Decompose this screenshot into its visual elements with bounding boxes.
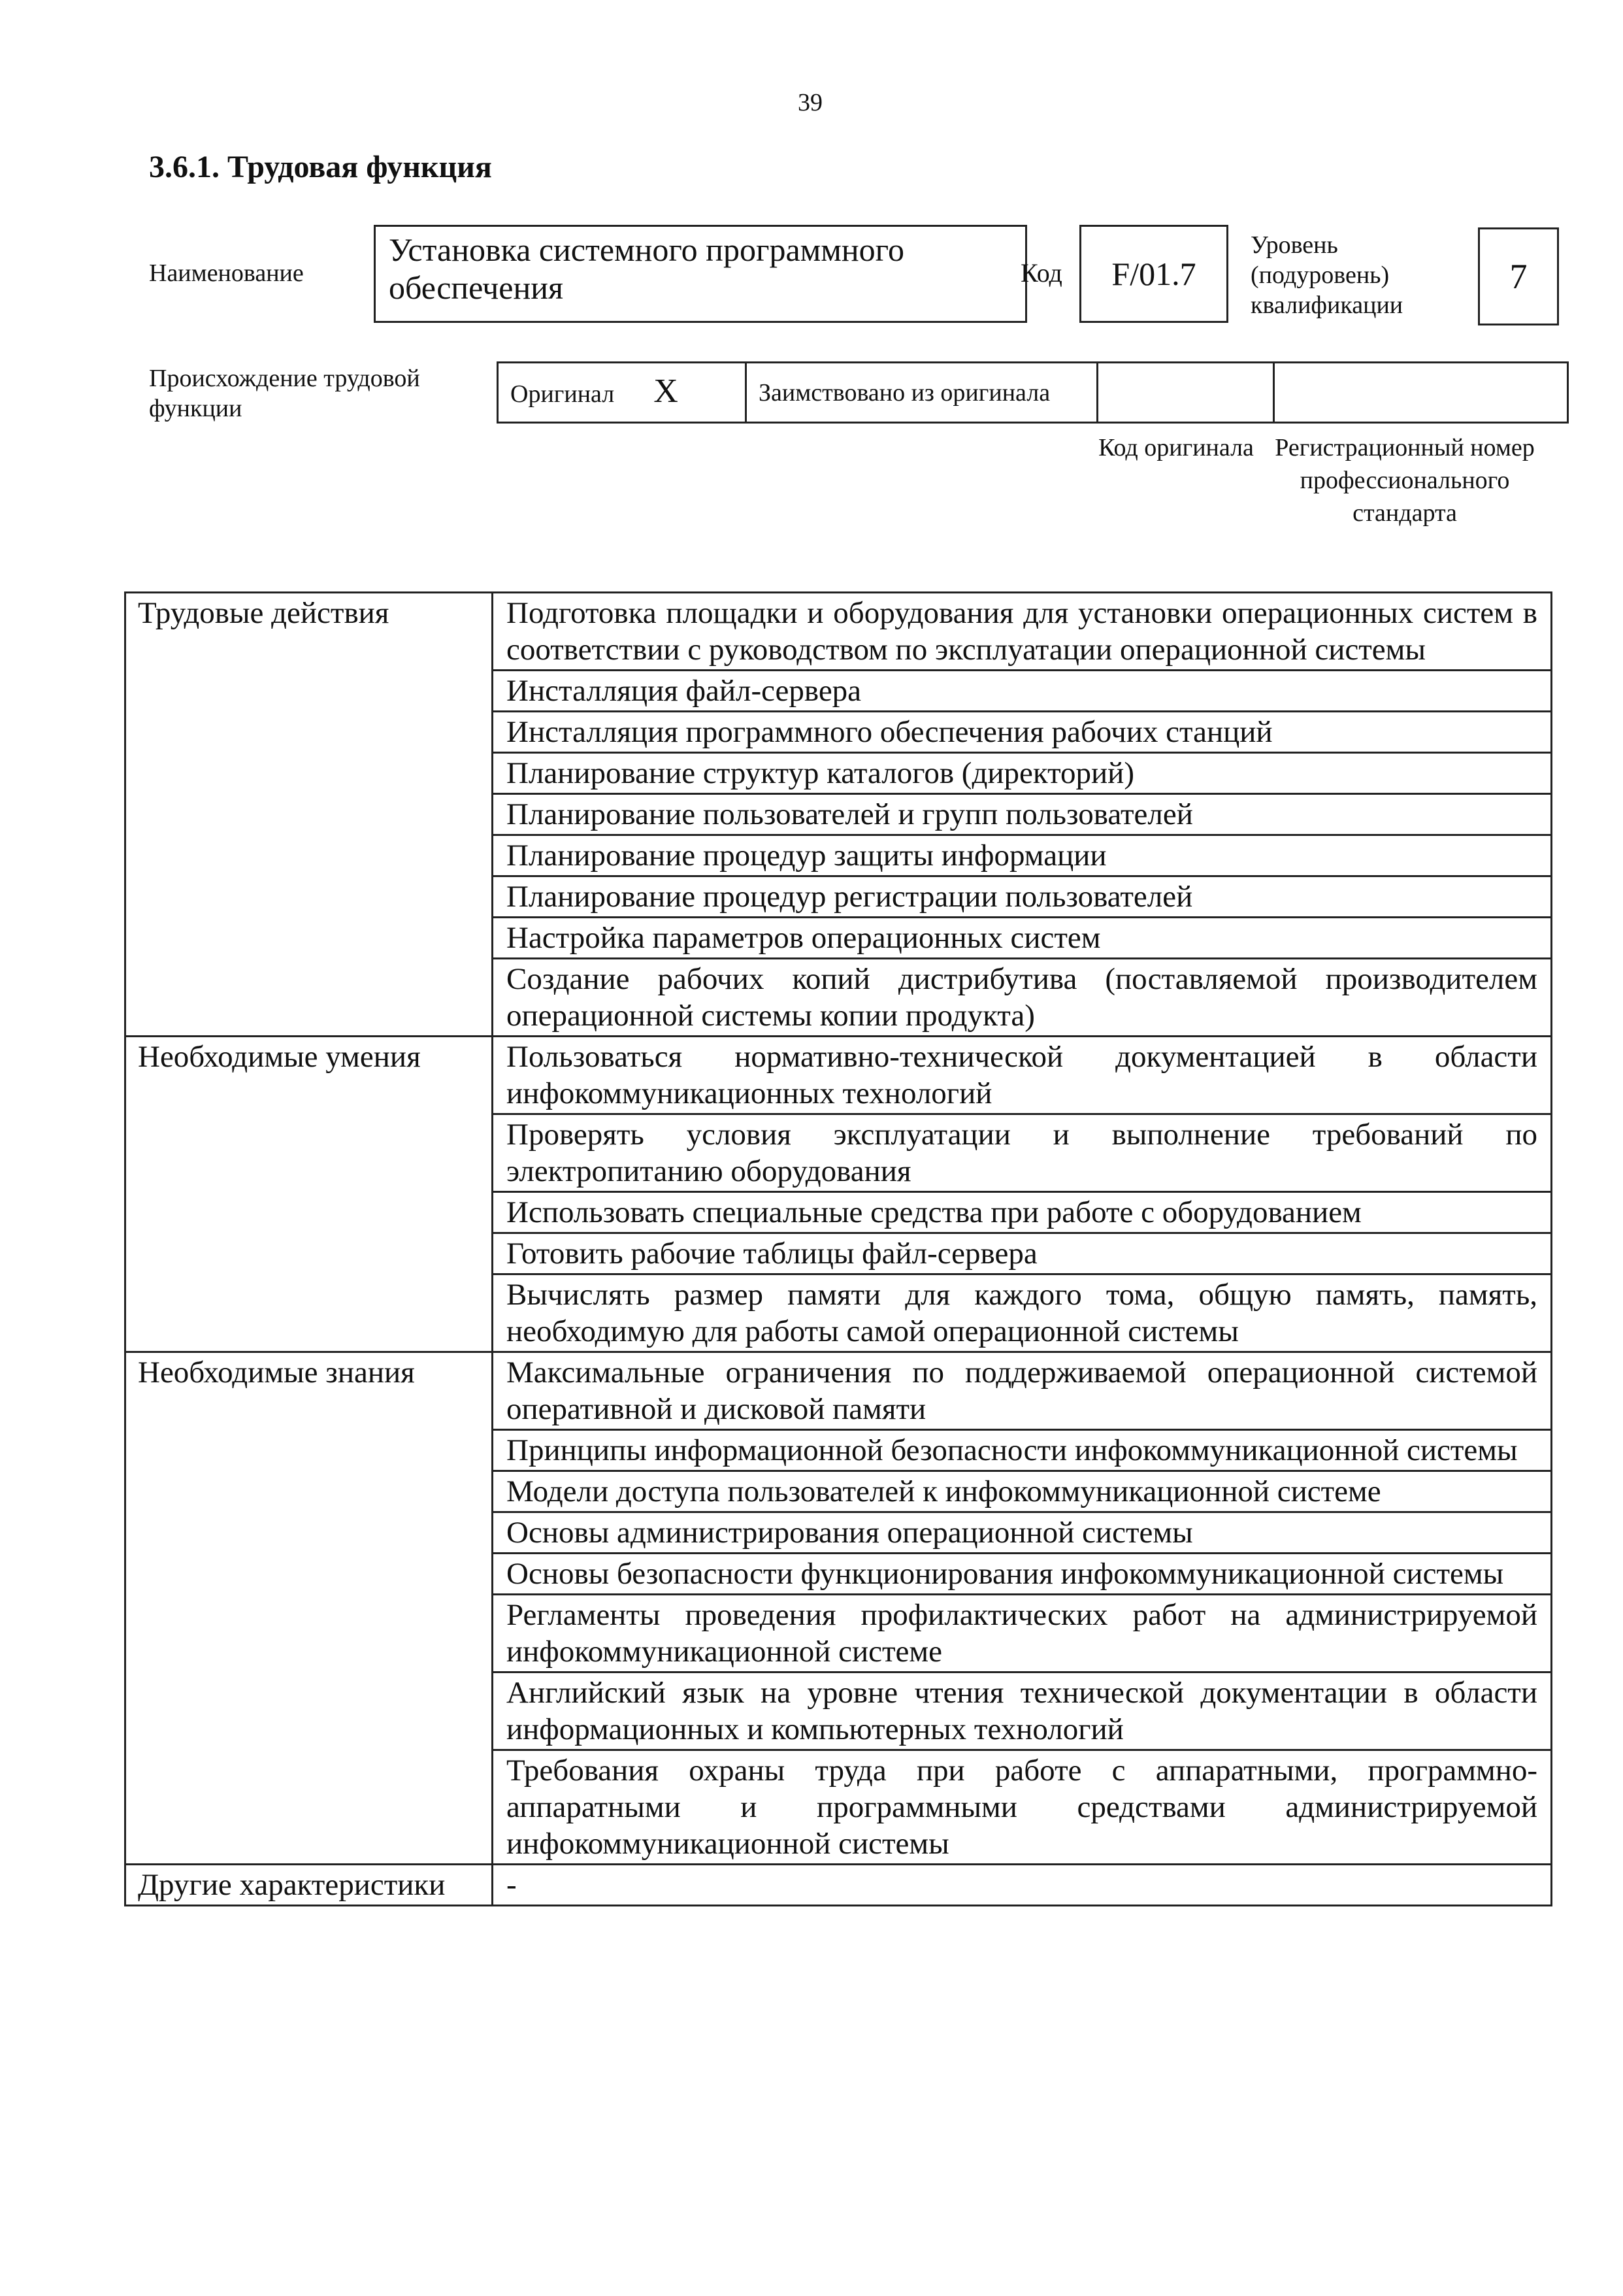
- origin-label: Происхождение трудовой функции: [149, 365, 420, 422]
- table-item: Планирование процедур защиты информации: [493, 835, 1552, 876]
- competency-table: [124, 591, 1552, 1906]
- table-item: Планирование процедур регистрации пользователей: [493, 876, 1552, 918]
- origin-original-cell: [498, 363, 746, 423]
- table-item: Подготовка площадки и оборудования для установки операционных систем в соответствии с руководством по эксплуатации операционной системы: [493, 593, 1552, 671]
- table-item: Инсталляция программного обеспечения рабочих станций: [493, 712, 1552, 753]
- level-value: 7: [1478, 227, 1559, 325]
- caption-original-code: Код оригинала: [1098, 434, 1254, 461]
- table-item: Регламенты проведения профилактических работ на администрируемой инфокоммуникационной системе: [493, 1595, 1552, 1672]
- table-row: [125, 593, 1552, 671]
- table-row: [125, 1865, 1552, 1906]
- origin-reg-cell: [1274, 363, 1568, 423]
- section-category: Другие характеристики: [125, 1865, 493, 1906]
- origin-borrowed-label: Заимствовано из оригинала: [759, 378, 1051, 407]
- table-item: Английский язык на уровне чтения технической документации в области информационных и компьютерных технологий: [493, 1672, 1552, 1750]
- section-category: Трудовые действия: [125, 593, 493, 1037]
- caption-reg-number: Регистрационный номер профессионального стандарта: [1275, 434, 1535, 527]
- name-label: Наименование: [149, 259, 304, 287]
- table-item: Пользоваться нормативно-технической документацией в области инфокоммуникационных технологий: [493, 1037, 1552, 1114]
- table-item: -: [493, 1865, 1552, 1906]
- level-label: Уровень (подуровень) квалификации: [1251, 231, 1403, 319]
- origin-table: [497, 361, 1569, 424]
- code-label: Код: [1021, 258, 1062, 288]
- table-item: Принципы информационной безопасности инфокоммуникационной системы: [493, 1430, 1552, 1471]
- origin-borrowed-cell: [746, 363, 1098, 423]
- table-item: Проверять условия эксплуатации и выполнение требований по электропитанию оборудования: [493, 1114, 1552, 1192]
- table-item: Настройка параметров операционных систем: [493, 918, 1552, 959]
- table-item: Вычислять размер памяти для каждого тома, общую память, память, необходимую для работы самой операционной системы: [493, 1274, 1552, 1352]
- section-category: Необходимые знания: [125, 1352, 493, 1865]
- table-row: [125, 1037, 1552, 1114]
- table-item: Основы администрирования операционной системы: [493, 1512, 1552, 1554]
- table-item: Планирование структур каталогов (директорий): [493, 753, 1552, 794]
- code-value: F/01.7: [1079, 225, 1228, 323]
- section-category: Необходимые умения: [125, 1037, 493, 1352]
- section-title: 3.6.1. Трудовая функция: [149, 150, 492, 184]
- page-number: 39: [798, 89, 823, 116]
- table-item: Требования охраны труда при работе с аппаратными, программно-аппаратными и программными средствами администрируемой инфокоммуникационной системы: [493, 1750, 1552, 1865]
- table-item: Планирование пользователей и групп пользователей: [493, 794, 1552, 835]
- table-item: Модели доступа пользователей к инфокоммуникационной системе: [493, 1471, 1552, 1512]
- origin-code-cell: [1098, 363, 1274, 423]
- table-row: [125, 1352, 1552, 1430]
- table-item: Готовить рабочие таблицы файл-сервера: [493, 1233, 1552, 1274]
- table-item: Использовать специальные средства при работе с оборудованием: [493, 1192, 1552, 1233]
- table-item: Максимальные ограничения по поддерживаемой операционной системой оперативной и дисковой памяти: [493, 1352, 1552, 1430]
- name-value: Установка системного программного обеспечения: [374, 225, 1027, 323]
- origin-original-label: Оригинал: [510, 380, 615, 408]
- table-item: Основы безопасности функционирования инфокоммуникационной системы: [493, 1554, 1552, 1595]
- table-item: Инсталляция файл-сервера: [493, 671, 1552, 712]
- table-item: Создание рабочих копий дистрибутива (поставляемой производителем операционной системы копии продукта): [493, 959, 1552, 1037]
- origin-original-mark: X: [653, 372, 678, 410]
